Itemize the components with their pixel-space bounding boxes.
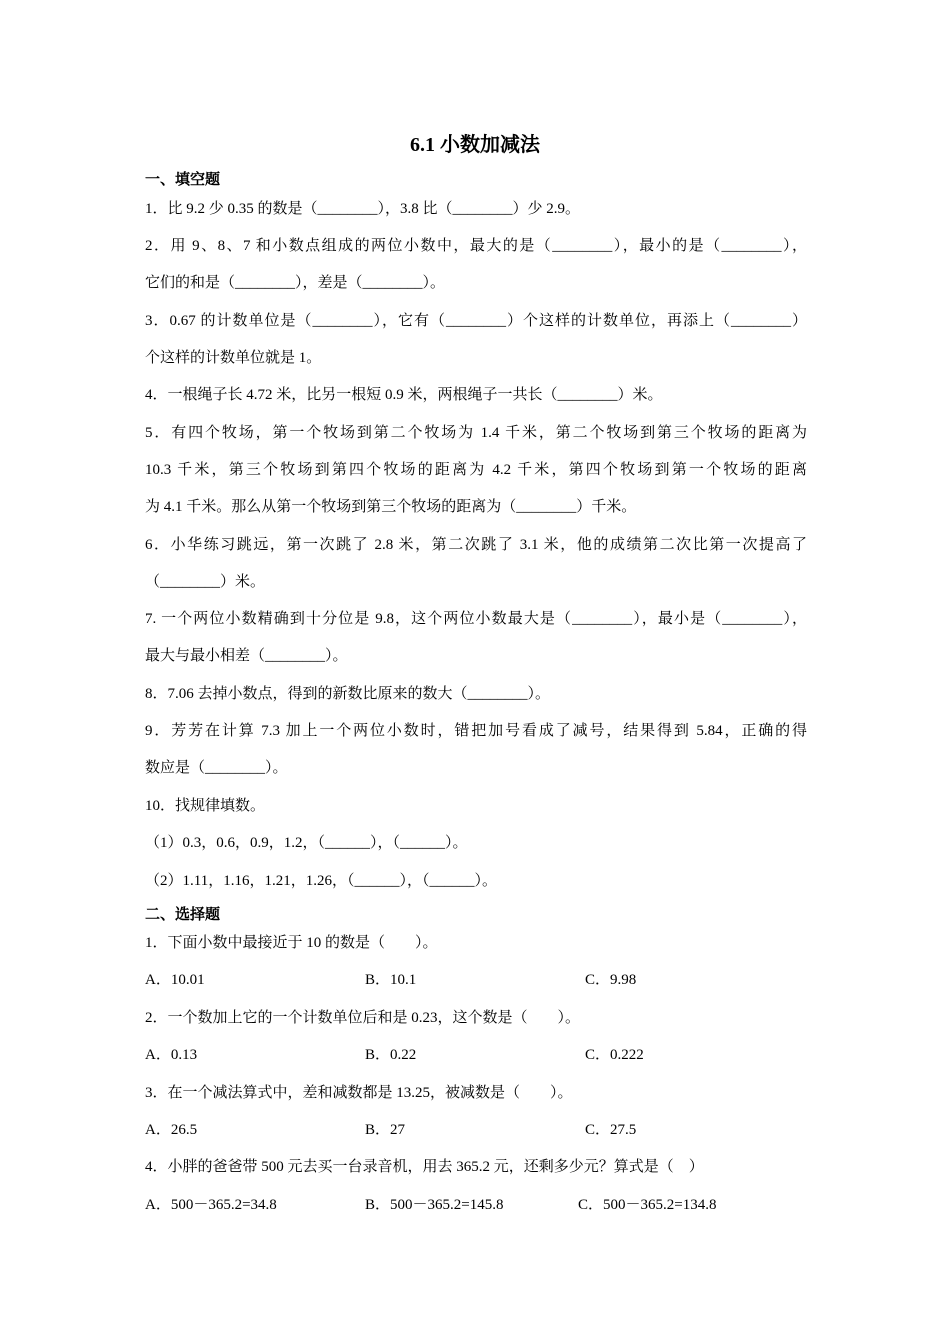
option-a: A．0.13: [145, 1047, 198, 1063]
question-line: 数应是（________）。: [145, 760, 288, 776]
question-line: 10．找规律填数。: [145, 798, 266, 814]
option-a: A．500－365.2=34.8: [145, 1197, 277, 1213]
choice-question: 2．一个数加上它的一个计数单位后和是 0.23，这个数是（ ）。: [145, 1010, 581, 1026]
option-a: A．10.01: [145, 972, 205, 988]
option-b: B．500－365.2=145.8: [365, 1197, 504, 1213]
choice-question: 4．小胖的爸爸带 500 元去买一台录音机，用去 365.2 元，还剩多少元？算式是（ ）: [145, 1159, 704, 1175]
question-line: 3．0.67 的计数单位是（________），它有（________）个这样的计数单位，再添上（________）: [145, 313, 807, 329]
section-heading-multiple-choice: 二、选择题: [145, 907, 221, 923]
option-c: C．0.222: [585, 1047, 644, 1063]
option-b: B．10.1: [365, 972, 417, 988]
question-line: 5．有四个牧场，第一个牧场到第二个牧场为 1.4 千米，第二个牧场到第三个牧场的距离为: [145, 425, 807, 441]
choice-question: 3．在一个减法算式中，差和减数都是 13.25，被减数是（ ）。: [145, 1085, 573, 1101]
question-line: （________）米。: [145, 574, 266, 590]
option-c: C．9.98: [585, 972, 637, 988]
question-line: 2．用 9、8、7 和小数点组成的两位小数中，最大的是（________），最小的是（________），: [145, 238, 807, 254]
question-line: 个这样的计数单位就是 1。: [145, 350, 322, 366]
option-c: C．27.5: [585, 1122, 637, 1138]
question-line: 8．7.06 去掉小数点，得到的新数比原来的数大（________）。: [145, 686, 551, 702]
option-c: C．500－365.2=134.8: [578, 1197, 717, 1213]
question-line: 10.3 千米，第三个牧场到第四个牧场的距离为 4.2 千米，第四个牧场到第一个牧场的距离: [145, 462, 807, 478]
question-line: 为 4.1 千米。那么从第一个牧场到第三个牧场的距离为（________）千米。: [145, 499, 637, 515]
question-line: 6．小华练习跳远，第一次跳了 2.8 米，第二次跳了 3.1 米，他的成绩第二次比第一次提高了: [145, 537, 807, 553]
question-line: 4．一根绳子长 4.72 米，比另一根短 0.9 米，两根绳子一共长（________）米。: [145, 387, 663, 403]
option-a: A．26.5: [145, 1122, 198, 1138]
section-heading-fill-in: 一、填空题: [145, 172, 221, 188]
question-line: 1．比 9.2 少 0.35 的数是（________），3.8 比（________）少 2.9。: [145, 201, 581, 217]
page-title: 6.1 小数加减法: [410, 134, 540, 156]
question-line: 9．芳芳在计算 7.3 加上一个两位小数时，错把加号看成了减号，结果得到 5.84，正确的得: [145, 723, 807, 739]
question-line: 7. 一个两位小数精确到十分位是 9.8，这个两位小数最大是（________），最小是（________），: [145, 611, 807, 627]
question-line: 最大与最小相差（________）。: [145, 648, 348, 664]
option-b: B．27: [365, 1122, 406, 1138]
choice-question: 1．下面小数中最接近于 10 的数是（ ）。: [145, 935, 438, 951]
option-b: B．0.22: [365, 1047, 417, 1063]
question-line: （2）1.11，1.16，1.21，1.26，（______），（______）。: [145, 873, 497, 889]
question-line: 它们的和是（________），差是（________）。: [145, 275, 446, 291]
question-line: （1）0.3，0.6，0.9，1.2，（______），（______）。: [145, 835, 468, 851]
